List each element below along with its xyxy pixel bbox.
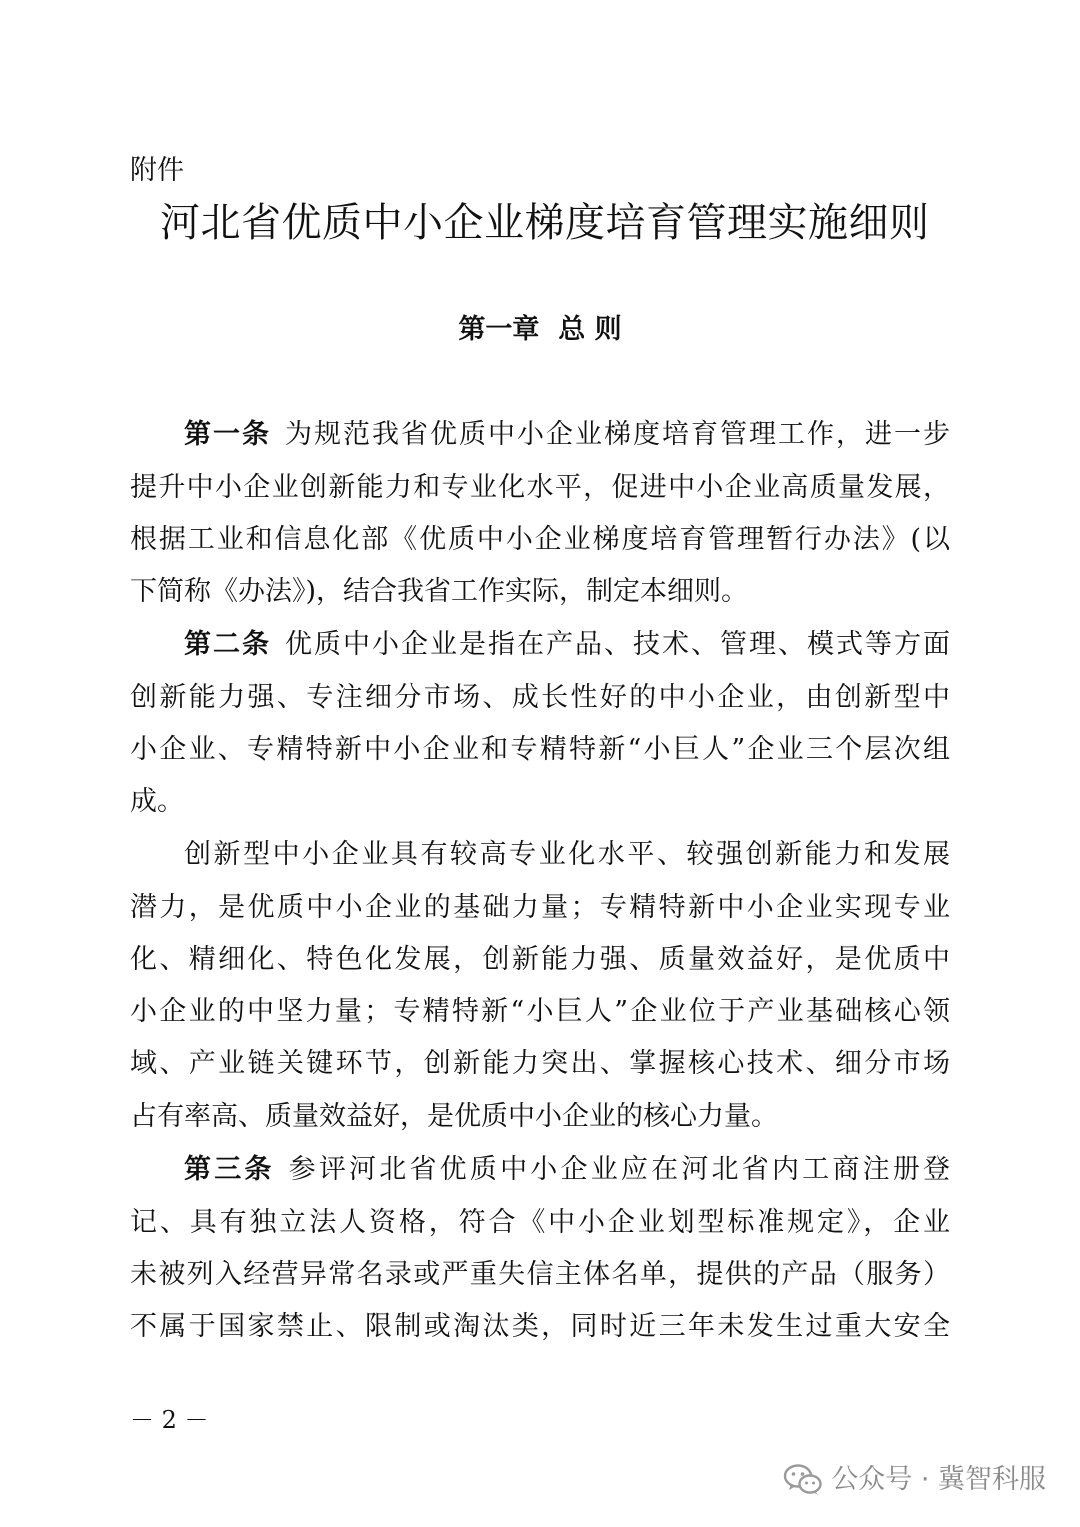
paragraph-innovation-line-6: 占有率高、质量效益好，是优质中小企业的核心力量。 (130, 1101, 778, 1132)
article-1-line-1 (184, 417, 950, 453)
article-3-line-1 (184, 1152, 950, 1188)
paragraph-innovation-line-1: 创新型中小企业具有较高专业化水平、较强创新能力和发展 (184, 839, 950, 870)
article-2-text: 优质中小企业是指在产品、技术、管理、模式等方面 (285, 629, 950, 660)
article-1-label: 第一条 (184, 419, 271, 450)
article-3-label: 第三条 (184, 1154, 275, 1185)
article-1-line-3: 根据工业和信息化部《优质中小企业梯度培育管理暂行办法》(以 (130, 524, 950, 555)
chapter-heading: 第一章 总 则 (458, 314, 622, 345)
article-2-line-1 (184, 627, 950, 663)
watermark (783, 1462, 1046, 1498)
article-3-line-4: 不属于国家禁止、限制或淘汰类，同时近三年未发生过重大安全 (130, 1311, 950, 1342)
article-2-line-3: 小企业、专精特新中小企业和专精特新“小巨人”企业三个层次组 (130, 734, 950, 765)
paragraph-innovation-line-2: 潜力，是优质中小企业的基础力量；专精特新中小企业实现专业 (130, 892, 950, 923)
paragraph-innovation-line-4: 小企业的中坚力量；专精特新“小巨人”企业位于产业基础核心领 (130, 996, 950, 1027)
article-2-line-4: 成。 (130, 786, 184, 817)
document-title: 河北省优质中小企业梯度培育管理实施细则 (160, 200, 930, 246)
article-1-line-2: 提升中小企业创新能力和专业化水平，促进中小企业高质量发展， (130, 472, 950, 503)
article-1-text: 为规范我省优质中小企业梯度培育管理工作，进一步 (285, 419, 950, 450)
page-number: － 2 － (130, 1406, 209, 1434)
article-1-line-4: 下简称《办法》)，结合我省工作实际，制定本细则。 (130, 576, 749, 607)
watermark-text: 公众号 · 冀智科服 (831, 1464, 1046, 1495)
article-3-line-3: 未被列入经营异常名录或严重失信主体名单，提供的产品（服务） (130, 1259, 950, 1290)
paragraph-innovation-line-3: 化、精细化、特色化发展，创新能力强、质量效益好，是优质中 (130, 944, 950, 975)
attachment-label: 附件 (130, 155, 184, 186)
wechat-icon (783, 1463, 823, 1497)
article-3-line-2: 记、具有独立法人资格，符合《中小企业划型标准规定》，企业 (130, 1207, 950, 1238)
article-3-text: 参评河北省优质中小企业应在河北省内工商注册登 (288, 1154, 950, 1185)
article-2-label: 第二条 (184, 629, 271, 660)
paragraph-innovation-line-5: 域、产业链关键环节，创新能力突出、掌握核心技术、细分市场 (130, 1048, 950, 1079)
article-2-line-2: 创新能力强、专注细分市场、成长性好的中小企业，由创新型中 (130, 682, 950, 713)
